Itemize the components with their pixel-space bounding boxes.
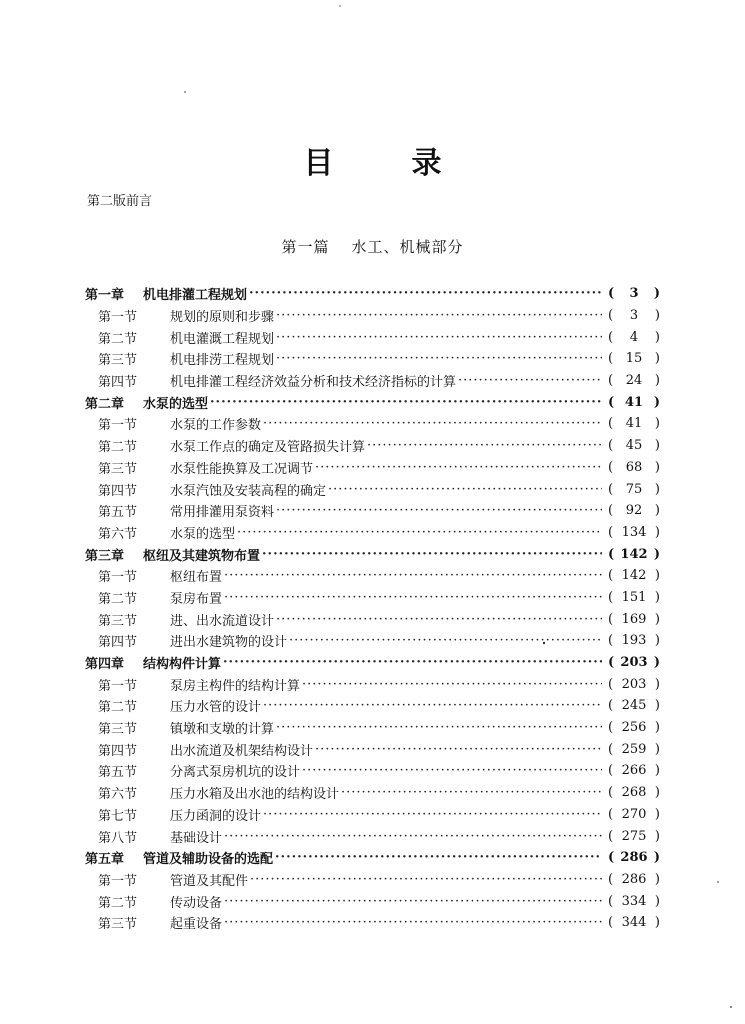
toc-page-ref: ( 3 ) xyxy=(608,308,660,324)
toc-page-ref: ( 45 ) xyxy=(608,438,660,454)
table-of-contents xyxy=(85,283,660,934)
toc-page-number: 259 xyxy=(621,741,647,757)
toc-leader-dots xyxy=(367,438,602,453)
toc-section-row xyxy=(85,500,660,522)
toc-page-number: 268 xyxy=(621,785,647,801)
toc-page-ref: ( 41 ) xyxy=(608,394,660,410)
toc-entry-number: 第四章 xyxy=(85,657,125,673)
toc-entry-title: 机电排涝工程规划 xyxy=(170,353,275,369)
toc-entry-number: 第四节 xyxy=(98,375,138,391)
toc-chapter-row xyxy=(85,847,660,869)
toc-chapter-row xyxy=(85,391,660,413)
toc-section-row xyxy=(85,305,660,327)
toc-entry-number: 第一节 xyxy=(98,873,138,889)
toc-page-ref: ( 286 ) xyxy=(608,871,660,887)
toc-page-ref: ( 245 ) xyxy=(608,698,660,714)
toc-page-number: 193 xyxy=(621,633,647,649)
toc-leader-dots xyxy=(328,482,602,497)
toc-entry-number: 第八节 xyxy=(98,830,138,846)
toc-page-ref: ( 142 ) xyxy=(608,546,660,562)
toc-entry-title: 机电排灌工程规划 xyxy=(143,288,248,304)
toc-entry-title: 枢纽及其建筑物布置 xyxy=(143,548,261,564)
toc-page-ref: ( 268 ) xyxy=(608,785,660,801)
toc-entry-title: 压力水箱及出水池的结构设计 xyxy=(170,787,340,803)
toc-leader-dots xyxy=(458,373,602,388)
toc-entry-title: 机电灌溉工程规划 xyxy=(170,331,275,347)
toc-page-number: 142 xyxy=(621,568,647,584)
toc-entry-number: 第三节 xyxy=(98,613,138,629)
toc-entry-title: 水泵的选型 xyxy=(143,396,209,412)
toc-entry-title: 镇墩和支墩的计算 xyxy=(170,722,275,738)
toc-section-row xyxy=(85,695,660,717)
toc-entry-title: 起重设备 xyxy=(170,917,223,933)
page-title-right: 录 xyxy=(411,146,442,181)
toc-entry-title: 出水流道及机架结构设计 xyxy=(170,743,314,759)
toc-page-number: 45 xyxy=(625,438,643,454)
toc-entry-number: 第一章 xyxy=(85,288,125,304)
toc-page-number: 134 xyxy=(621,524,647,540)
toc-leader-dots xyxy=(315,742,602,757)
toc-page-number: 41 xyxy=(625,416,643,432)
toc-section-row xyxy=(85,348,660,370)
toc-entry-number: 第二节 xyxy=(98,700,138,716)
toc-entry-number: 第二节 xyxy=(98,591,138,607)
toc-chapter-row xyxy=(85,652,660,674)
toc-page-ref: ( 24 ) xyxy=(608,373,660,389)
toc-entry-number: 第一节 xyxy=(98,310,138,326)
toc-page-ref: ( 15 ) xyxy=(608,351,660,367)
toc-entry-number: 第四节 xyxy=(98,635,138,651)
toc-page-number: 3 xyxy=(629,308,639,324)
toc-page-number: 151 xyxy=(621,589,647,605)
toc-entry-title: 水泵工作点的确定及管路损失计算 xyxy=(170,440,366,456)
toc-page-ref: ( 151 ) xyxy=(608,589,660,605)
toc-page-ref: ( 75 ) xyxy=(608,481,660,497)
toc-page-number: 169 xyxy=(621,611,647,627)
toc-entry-number: 第二节 xyxy=(98,331,138,347)
toc-leader-dots xyxy=(224,829,602,844)
toc-page-ref: ( 41 ) xyxy=(608,416,660,432)
toc-entry-title: 结构构件计算 xyxy=(143,657,222,673)
toc-section-row xyxy=(85,890,660,912)
toc-entry-number: 第三节 xyxy=(98,917,138,933)
toc-section-row xyxy=(85,825,660,847)
toc-entry-title: 泵房布置 xyxy=(170,591,223,607)
part-label: 第一篇 xyxy=(281,238,330,256)
toc-entry-title: 常用排灌用泵资料 xyxy=(170,505,275,521)
toc-leader-dots xyxy=(276,330,602,345)
toc-entry-title: 分离式泵房机坑的设计 xyxy=(170,765,301,781)
toc-page-number: 4 xyxy=(629,329,639,345)
toc-page-number: 245 xyxy=(621,698,647,714)
toc-chapter-row xyxy=(85,543,660,565)
toc-section-row xyxy=(85,804,660,826)
toc-leader-dots xyxy=(262,547,602,562)
toc-leader-dots xyxy=(263,416,602,431)
toc-leader-dots xyxy=(276,612,602,627)
toc-page-number: 24 xyxy=(625,373,643,389)
toc-page-ref: ( 344 ) xyxy=(608,915,660,931)
toc-page-number: 270 xyxy=(621,806,647,822)
toc-section-row xyxy=(85,326,660,348)
toc-section-row xyxy=(85,782,660,804)
toc-page-ref: ( 259 ) xyxy=(608,741,660,757)
toc-page-ref: ( 92 ) xyxy=(608,503,660,519)
toc-entry-title: 基础设计 xyxy=(170,830,223,846)
toc-section-row xyxy=(85,413,660,435)
toc-page-number: 142 xyxy=(620,546,648,562)
toc-leader-dots xyxy=(249,286,602,301)
toc-leader-dots xyxy=(289,633,602,648)
toc-entry-number: 第四节 xyxy=(98,743,138,759)
toc-page-number: 41 xyxy=(624,394,644,410)
toc-section-row xyxy=(85,370,660,392)
toc-section-row xyxy=(85,608,660,630)
toc-page-number: 75 xyxy=(625,481,643,497)
toc-entry-title: 水泵的工作参数 xyxy=(170,418,262,434)
toc-section-row xyxy=(85,478,660,500)
toc-page-ref: ( 193 ) xyxy=(608,633,660,649)
toc-entry-title: 机电排灌工程经济效益分析和技术经济指标的计算 xyxy=(170,375,457,391)
toc-entry-title: 枢纽布置 xyxy=(170,570,223,586)
toc-page-number: 334 xyxy=(621,893,647,909)
toc-entry-title: 管道及其配件 xyxy=(170,873,249,889)
toc-page-ref: ( 4 ) xyxy=(608,329,660,345)
toc-page-number: 3 xyxy=(629,286,639,302)
toc-page-ref: ( 270 ) xyxy=(608,806,660,822)
toc-leader-dots xyxy=(341,785,602,800)
toc-leader-dots xyxy=(237,525,602,540)
toc-entry-title: 进出水建筑物的设计 xyxy=(170,635,288,651)
toc-entry-title: 规划的原则和步骤 xyxy=(170,310,275,326)
toc-entry-title: 传动设备 xyxy=(170,895,223,911)
toc-entry-title: 水泵的选型 xyxy=(170,526,236,542)
toc-leader-dots xyxy=(276,720,602,735)
toc-section-row xyxy=(85,869,660,891)
toc-leader-dots xyxy=(224,590,602,605)
toc-entry-title: 进、出水流道设计 xyxy=(170,613,275,629)
toc-page-ref: ( 142 ) xyxy=(608,568,660,584)
toc-page-number: 92 xyxy=(625,503,643,519)
toc-leader-dots xyxy=(210,395,602,410)
toc-leader-dots xyxy=(224,894,602,909)
toc-section-row xyxy=(85,522,660,544)
toc-entry-title: 管道及辅助设备的选配 xyxy=(143,852,274,868)
toc-leader-dots xyxy=(302,677,602,692)
toc-page-number: 275 xyxy=(621,828,647,844)
preface-entry: 第二版前言 xyxy=(87,194,153,209)
toc-leader-dots xyxy=(263,698,602,713)
toc-page-ref: ( 3 ) xyxy=(608,286,660,302)
toc-entry-number: 第六节 xyxy=(98,526,138,542)
toc-page-number: 286 xyxy=(620,850,648,866)
page-title xyxy=(0,138,745,182)
toc-section-row xyxy=(85,760,660,782)
toc-entry-number: 第三节 xyxy=(98,353,138,369)
toc-leader-dots xyxy=(223,655,602,670)
toc-entry-number: 第二章 xyxy=(85,396,125,412)
toc-section-row xyxy=(85,717,660,739)
toc-entry-number: 第一节 xyxy=(98,418,138,434)
toc-section-row xyxy=(85,435,660,457)
toc-entry-number: 第四节 xyxy=(98,483,138,499)
toc-page-ref: ( 169 ) xyxy=(608,611,660,627)
toc-page-ref: ( 134 ) xyxy=(608,524,660,540)
toc-page-number: 344 xyxy=(621,915,647,931)
toc-leader-dots xyxy=(276,503,602,518)
toc-section-row xyxy=(85,912,660,934)
toc-page-number: 15 xyxy=(625,351,643,367)
toc-entry-number: 第一节 xyxy=(98,678,138,694)
toc-leader-dots xyxy=(250,872,602,887)
toc-entry-number: 第二节 xyxy=(98,440,138,456)
toc-leader-dots xyxy=(263,807,602,822)
toc-page-number: 266 xyxy=(621,763,647,779)
toc-page-number: 68 xyxy=(625,459,643,475)
toc-leader-dots xyxy=(276,308,602,323)
toc-page-number: 286 xyxy=(621,871,647,887)
toc-entry-title: 水泵汽蚀及安装高程的确定 xyxy=(170,483,327,499)
toc-section-row xyxy=(85,630,660,652)
toc-page-ref: ( 286 ) xyxy=(608,850,660,866)
toc-page-ref: ( 256 ) xyxy=(608,720,660,736)
toc-leader-dots xyxy=(276,351,602,366)
toc-entry-number: 第六节 xyxy=(98,787,138,803)
toc-page-ref: ( 68 ) xyxy=(608,459,660,475)
toc-entry-number: 第七节 xyxy=(98,808,138,824)
toc-entry-number: 第三节 xyxy=(98,461,138,477)
part-name: 水工、机械部分 xyxy=(351,238,464,256)
toc-leader-dots xyxy=(275,850,602,865)
toc-page-number: 203 xyxy=(621,676,647,692)
toc-section-row xyxy=(85,673,660,695)
toc-entry-number: 第五节 xyxy=(98,765,138,781)
toc-entry-number: 第五节 xyxy=(98,505,138,521)
toc-page-number: 256 xyxy=(621,720,647,736)
toc-entry-title: 压力水管的设计 xyxy=(170,700,262,716)
toc-section-row xyxy=(85,587,660,609)
toc-chapter-row xyxy=(85,283,660,305)
toc-page-ref: ( 275 ) xyxy=(608,828,660,844)
toc-entry-number: 第三章 xyxy=(85,548,125,564)
toc-section-row xyxy=(85,457,660,479)
toc-page-number: 203 xyxy=(620,655,648,671)
toc-entry-number: 第一节 xyxy=(98,570,138,586)
toc-leader-dots xyxy=(224,915,602,930)
toc-page-ref: ( 266 ) xyxy=(608,763,660,779)
toc-leader-dots xyxy=(224,568,602,583)
part-heading xyxy=(0,236,745,257)
toc-entry-title: 压力函洞的设计 xyxy=(170,808,262,824)
page-title-left: 目 xyxy=(303,146,334,181)
toc-entry-title: 水泵性能换算及工况调节 xyxy=(170,461,314,477)
toc-entry-title: 泵房主构件的结构计算 xyxy=(170,678,301,694)
toc-leader-dots xyxy=(302,763,602,778)
toc-page-ref: ( 203 ) xyxy=(608,676,660,692)
toc-entry-number: 第二节 xyxy=(98,895,138,911)
toc-page-ref: ( 203 ) xyxy=(608,655,660,671)
toc-leader-dots xyxy=(315,460,602,475)
toc-page-ref: ( 334 ) xyxy=(608,893,660,909)
toc-entry-number: 第三节 xyxy=(98,722,138,738)
toc-section-row xyxy=(85,738,660,760)
toc-entry-number: 第五章 xyxy=(85,852,125,868)
toc-section-row xyxy=(85,565,660,587)
